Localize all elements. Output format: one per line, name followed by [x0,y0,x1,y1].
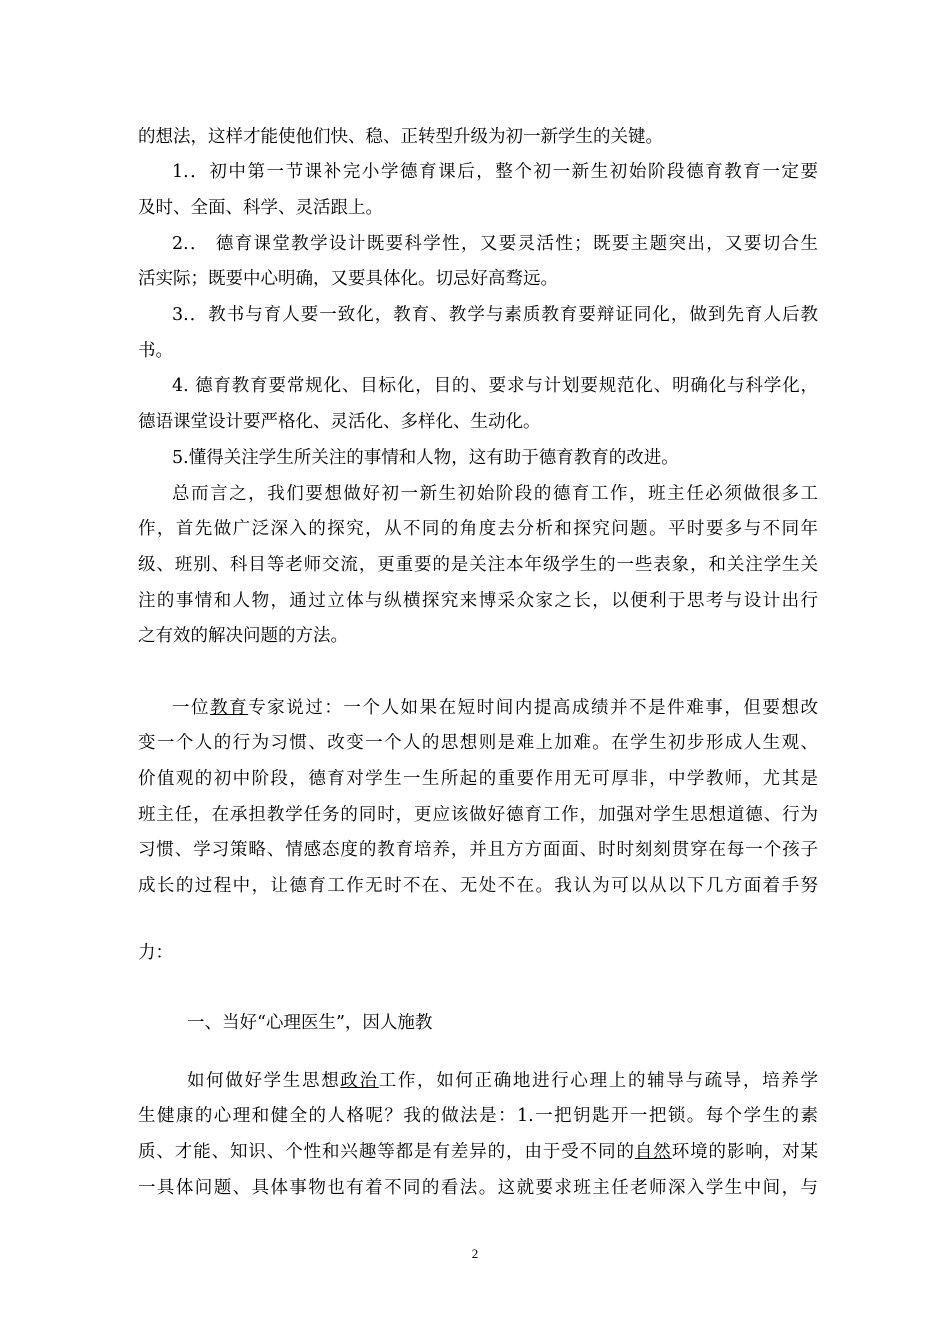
method-paragraph-line: 如何做好学生思想政治工作，如何正确地进行心理上的辅导与疏导，培养学 [187,1071,818,1091]
summary-paragraph-line: 总而言之，我们要想做好初一新生初始阶段的德育工作，班主任必须做很多工 [172,484,818,504]
text-line: 活实际；既要中心明确，又要具体化。切忌好高骛远。 [138,269,558,289]
list-item-4: 4. 德育教育要常规化、目标化，目的、要求与计划要规范化、明确化与科学化， [172,376,818,396]
summary-paragraph-line: 注的事情和人物，通过立体与纵横探究来博采众家之长，以便利于思考与设计出行 [138,591,818,611]
intro-paragraph-line: 价值观的初中阶段，德育对学生一生所起的重要作用无可厚非，中学教师，尤其是 [138,769,818,789]
intro-paragraph-line: 成长的过程中，让德育工作无时不在、无处不在。我认为可以从以下几方面着手努 [138,876,818,896]
intro-paragraph-line: 班主任，在承担教学任务的同时，更应该做好德育工作，加强对学生思想道德、行为 [138,805,818,825]
list-item-2: 2.． 德育课堂教学设计既要科学性，又要灵活性；既要主题突出，又要切合生 [172,234,818,254]
summary-paragraph-line: 作，首先做广泛深入的探究，从不同的角度去分析和探究问题。平时要多与不同年 [138,519,818,539]
politics-link[interactable]: 政治 [340,1071,379,1091]
section-heading: 一、当好“心理医生”，因人施教 [187,1013,433,1033]
text-line: 德语课堂设计要严格化、灵活化、多样化、生动化。 [138,412,541,432]
education-link[interactable]: 教育 [210,698,249,718]
text-line: 书。 [138,341,173,361]
nature-link[interactable]: 自然 [634,1142,672,1162]
method-paragraph-line: 质、才能、知识、个性和兴趣等都是有差异的，由于受不同的自然环境的影响，对某 [138,1142,818,1162]
intro-paragraph-line: 一位教育专家说过：一个人如果在短时间内提高成绩并不是件难事，但要想改 [172,698,818,718]
method-paragraph-line: 一具体问题、具体事物也有着不同的看法。这就要求班主任老师深入学生中间，与 [138,1178,818,1198]
intro-paragraph-line: 力： [138,943,173,963]
page-number: 2 [471,1246,479,1261]
method-paragraph-line: 生健康的心理和健全的人格呢？我的做法是：1.一把钥匙开一把锁。每个学生的素 [138,1106,818,1126]
text-line: 的想法，这样才能使他们快、稳、正转型升级为初一新学生的关键。 [138,127,663,147]
intro-paragraph-line: 变一个人的行为习惯、改变一个人的思想则是难上加难。在学生初步形成人生观、 [138,733,818,753]
summary-paragraph-line: 之有效的解决问题的方法。 [138,626,348,646]
intro-paragraph-line: 习惯、学习策略、情感态度的教育培养，并且方方面面、时时刻刻贯穿在每一个孩子 [138,840,818,860]
summary-paragraph-line: 级、班别、科目等老师交流，更重要的是关注本年级学生的一些表象，和关注学生关 [138,555,818,575]
list-item-1: 1.．初中第一节课补完小学德育课后，整个初一新生初始阶段德育教育一定要 [172,162,818,182]
list-item-5: 5.懂得关注学生所关注的事情和人物，这有助于德育教育的改进。 [172,448,679,468]
text-line: 及时、全面、科学、灵活跟上。 [138,198,383,218]
list-item-3: 3.．教书与育人要一致化，教育、教学与素质教育要辩证同化，做到先育人后教 [172,305,818,325]
